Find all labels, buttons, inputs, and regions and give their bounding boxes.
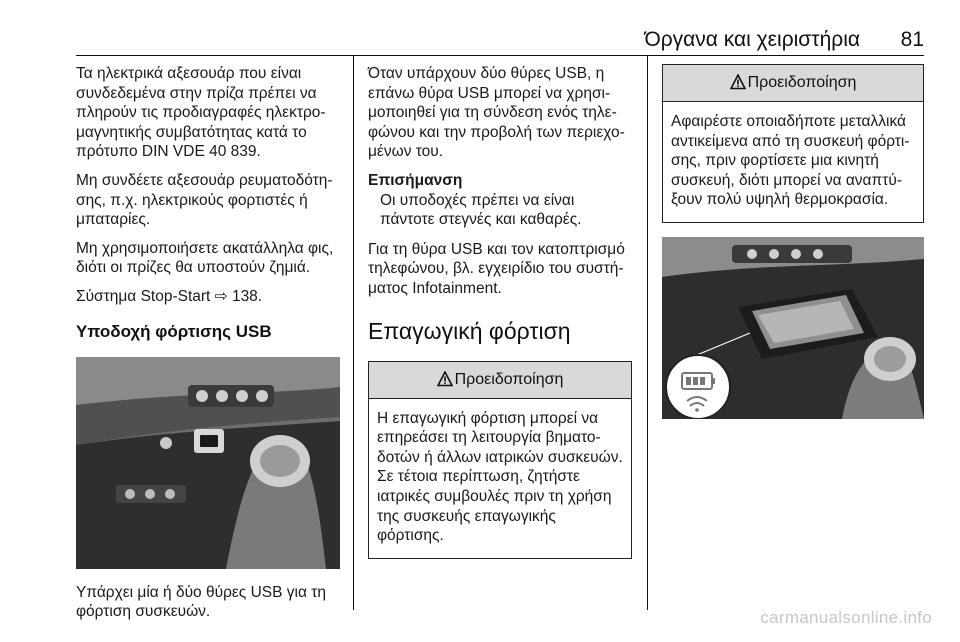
column-1 xyxy=(76,64,340,631)
note-text: Οι υποδοχές πρέπει να είναι πάντοτε στεγνές και καθαρές. xyxy=(380,191,582,229)
column-divider-right xyxy=(647,56,648,610)
paragraph-stop-start-ref: Σύστημα Stop-Start ⇨ 138. xyxy=(76,287,263,305)
warning-title: Προειδοποίηση xyxy=(454,370,564,388)
column-2 xyxy=(368,64,632,573)
warning-triangle-icon xyxy=(730,74,746,90)
usb-port-photo xyxy=(76,357,340,569)
warning-triangle-icon xyxy=(437,371,453,387)
warning-header xyxy=(369,362,631,399)
paragraph-no-unsuitable-plugs: Μη χρησιμοποιήσετε ακατάλληλα φις, διότι οι πρίζες θα υποστούν ζημιά. xyxy=(76,239,334,277)
heading-inductive-charging: Επαγωγική φόρτιση xyxy=(368,317,571,344)
column-divider-left xyxy=(353,56,354,610)
paragraph-emc: Τα ηλεκτρικά αξεσουάρ που είναι συνδεδεμένα στην πρίζα πρέπει να πληρούν τις προδιαγραφές ηλεκτρομαγνητικής συμβατότητας κατά το πρότυπο DIN VDE 40 839. xyxy=(76,65,326,161)
header-rule xyxy=(76,55,924,56)
note-block xyxy=(368,171,632,230)
note-title: Επισήμανση xyxy=(368,171,463,189)
watermark: carmanualsonline.info xyxy=(760,608,932,627)
warning-header xyxy=(663,65,923,102)
warning-box-metal-objects xyxy=(662,64,924,223)
paragraph-no-power-accessories: Μη συνδέετε αξεσουάρ ρευματοδότησης, π.χ. ηλεκτρικούς φορτιστές ή μπαταρίες. xyxy=(76,171,333,229)
heading-usb-charging: Υποδοχή φόρτισης USB xyxy=(76,321,272,341)
warning-title: Προειδοποίηση xyxy=(747,74,857,91)
warning-text: Η επαγωγική φόρτιση μπορεί να επηρεάσει τη λειτουργία βηματοδοτών ή άλλων ιατρικών συσκευών. Σε τέτοια περίπτωση, ζητήστε ιατρικές συμβουλές πριν τη χρήση της συσκευής επαγωγικής φόρτισης. xyxy=(377,409,623,545)
paragraph-two-usb-ports: Όταν υπάρχουν δύο θύρες USB, η επάνω θύρα USB μπορεί να χρησιμοποιηθεί για τη σύνδεση ενός τηλεφώνου και την προβολή των περιεχομένων του. xyxy=(368,65,625,161)
warning-box-pacemaker xyxy=(368,361,632,559)
page-header-title: Όργανα και χειριστήρια xyxy=(644,28,860,51)
warning-text: Αφαιρέστε οποιαδήποτε μεταλλικά αντικείμενα από τη συσκευή φόρτισης, πριν φορτίσετε μια κινητή συσκευή, διότι μπορεί να αναπτύξουν πολύ υψηλή θερμοκρασία. xyxy=(671,113,910,209)
column-3 xyxy=(662,64,924,433)
inductive-charging-photo xyxy=(662,237,924,419)
usb-photo-caption: Υπάρχει μία ή δύο θύρες USB για τη φόρτιση συσκευών. xyxy=(76,583,326,621)
paragraph-infotainment-ref: Για τη θύρα USB και τον κατοπτρισμό τηλεφώνου, βλ. εγχειρίδιο του συστήματος Infotainment. xyxy=(368,240,625,297)
page-number: 81 xyxy=(900,28,924,51)
